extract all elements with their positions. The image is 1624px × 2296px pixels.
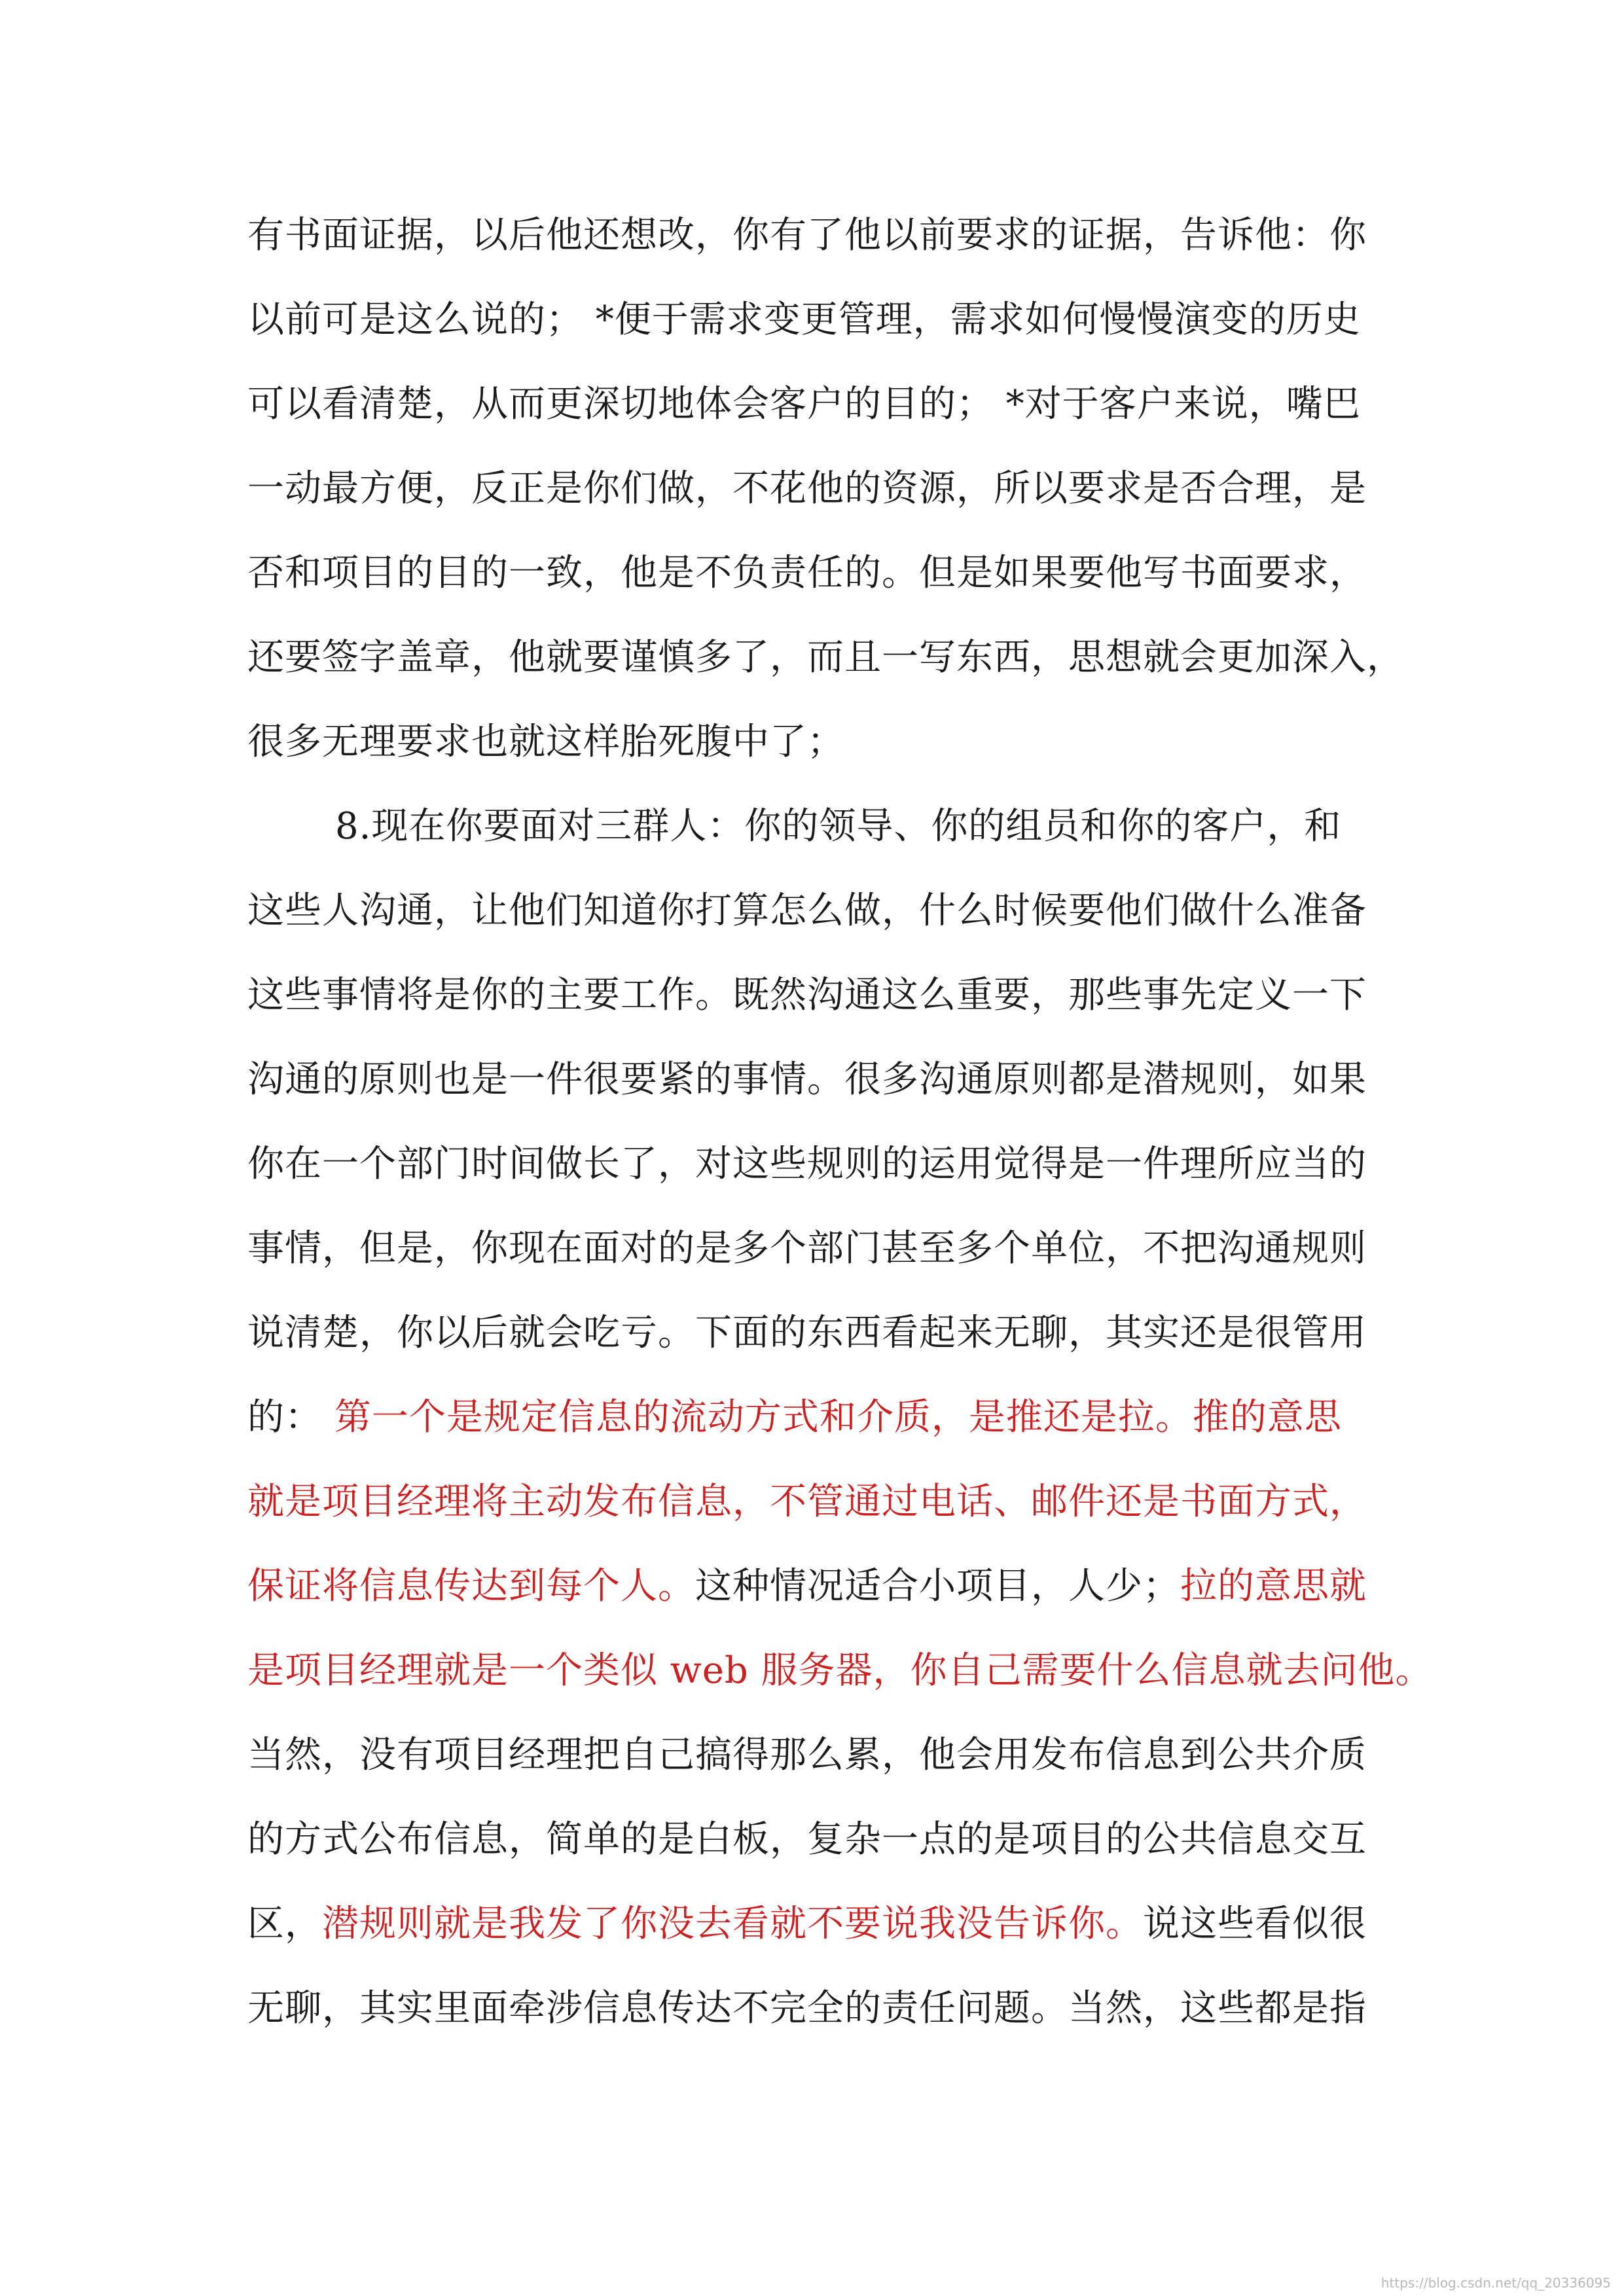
text-line xyxy=(247,1901,1367,1947)
highlighted-text: 保证将信息传达到每个人。 xyxy=(247,1565,695,1607)
text-segment: 否和项目的目的一致，他是不负责任的。但是如果要他写书面要求， xyxy=(247,552,1367,594)
highlighted-text: 第一个是规定信息的流动方式和介质，是推还是拉。推的意思 xyxy=(334,1396,1342,1439)
text-line xyxy=(247,1057,1367,1103)
text-line xyxy=(247,888,1367,934)
text-line xyxy=(247,382,1361,427)
text-line xyxy=(247,297,1361,343)
text-segment: 这些人沟通，让他们知道你打算怎么做，什么时候要他们做什么准备 xyxy=(247,889,1367,932)
text-line xyxy=(247,550,1367,596)
highlighted-text: 潜规则就是我发了你没去看就不要说我没告诉你。 xyxy=(322,1903,1143,1945)
text-line xyxy=(247,1310,1367,1356)
highlighted-text: 就是项目经理将主动发布信息，不管通过电话、邮件还是书面方式， xyxy=(247,1480,1367,1523)
text-line xyxy=(247,213,1367,259)
text-line xyxy=(335,804,1341,850)
text-segment: 可以看清楚，从而更深切地体会客户的目的； *对于客户来说，嘴巴 xyxy=(247,383,1361,425)
text-line xyxy=(247,1564,1367,1609)
text-segment: 沟通的原则也是一件很要紧的事情。很多沟通原则都是潜规则，如果 xyxy=(247,1058,1367,1101)
text-segment: 8.现在你要面对三群人：你的领导、你的组员和你的客户，和 xyxy=(335,805,1342,848)
text-line xyxy=(247,1817,1367,1863)
text-line xyxy=(247,973,1367,1018)
watermark: https://blog.csdn.net/qq_20336095 xyxy=(1380,2275,1611,2291)
highlighted-text: 拉的意思就 xyxy=(1180,1565,1367,1607)
text-segment: 当然，没有项目经理把自己搞得那么累，他会用发布信息到公共介质 xyxy=(247,1734,1367,1776)
text-line xyxy=(247,1141,1367,1187)
text-line xyxy=(247,1986,1367,2032)
text-line xyxy=(247,1648,1433,1694)
text-line xyxy=(247,1226,1367,1272)
text-segment: 区， xyxy=(247,1903,322,1945)
text-segment: 一动最方便，反正是你们做，不花他的资源，所以要求是否合理，是 xyxy=(247,467,1367,510)
text-line xyxy=(247,1732,1367,1778)
text-line xyxy=(247,635,1404,681)
text-segment: 无聊，其实里面牵涉信息传达不完全的责任问题。当然，这些都是指 xyxy=(247,1987,1367,2030)
text-segment: 这些事情将是你的主要工作。既然沟通这么重要，那些事先定义一下 xyxy=(247,974,1367,1016)
text-segment: 说这些看似很 xyxy=(1143,1903,1367,1945)
text-segment: 以前可是这么说的； *便于需求变更管理，需求如何慢慢演变的历史 xyxy=(247,298,1361,341)
text-segment: 你在一个部门时间做长了，对这些规则的运用觉得是一件理所应当的 xyxy=(247,1143,1367,1185)
text-segment: 还要签字盖章，他就要谨慎多了，而且一写东西，思想就会更加深入， xyxy=(247,636,1404,679)
text-line xyxy=(247,1479,1367,1525)
text-segment: 有书面证据，以后他还想改，你有了他以前要求的证据，告诉他：你 xyxy=(247,214,1367,257)
text-segment: 这种情况适合小项目，人少； xyxy=(695,1565,1180,1607)
highlighted-text: 是项目经理就是一个类似 web 服务器，你自己需要什么信息就去问他。 xyxy=(247,1649,1433,1692)
text-segment: 的： xyxy=(247,1396,334,1439)
text-segment: 说清楚，你以后就会吃亏。下面的东西看起来无聊，其实还是很管用 xyxy=(247,1312,1367,1354)
text-line xyxy=(247,719,844,765)
text-line xyxy=(247,1395,1342,1441)
text-line xyxy=(247,466,1367,512)
text-segment: 很多无理要求也就这样胎死腹中了； xyxy=(247,721,844,763)
text-segment: 事情，但是，你现在面对的是多个部门甚至多个单位，不把沟通规则 xyxy=(247,1227,1367,1270)
text-segment: 的方式公布信息，简单的是白板，复杂一点的是项目的公共信息交互 xyxy=(247,1818,1367,1861)
